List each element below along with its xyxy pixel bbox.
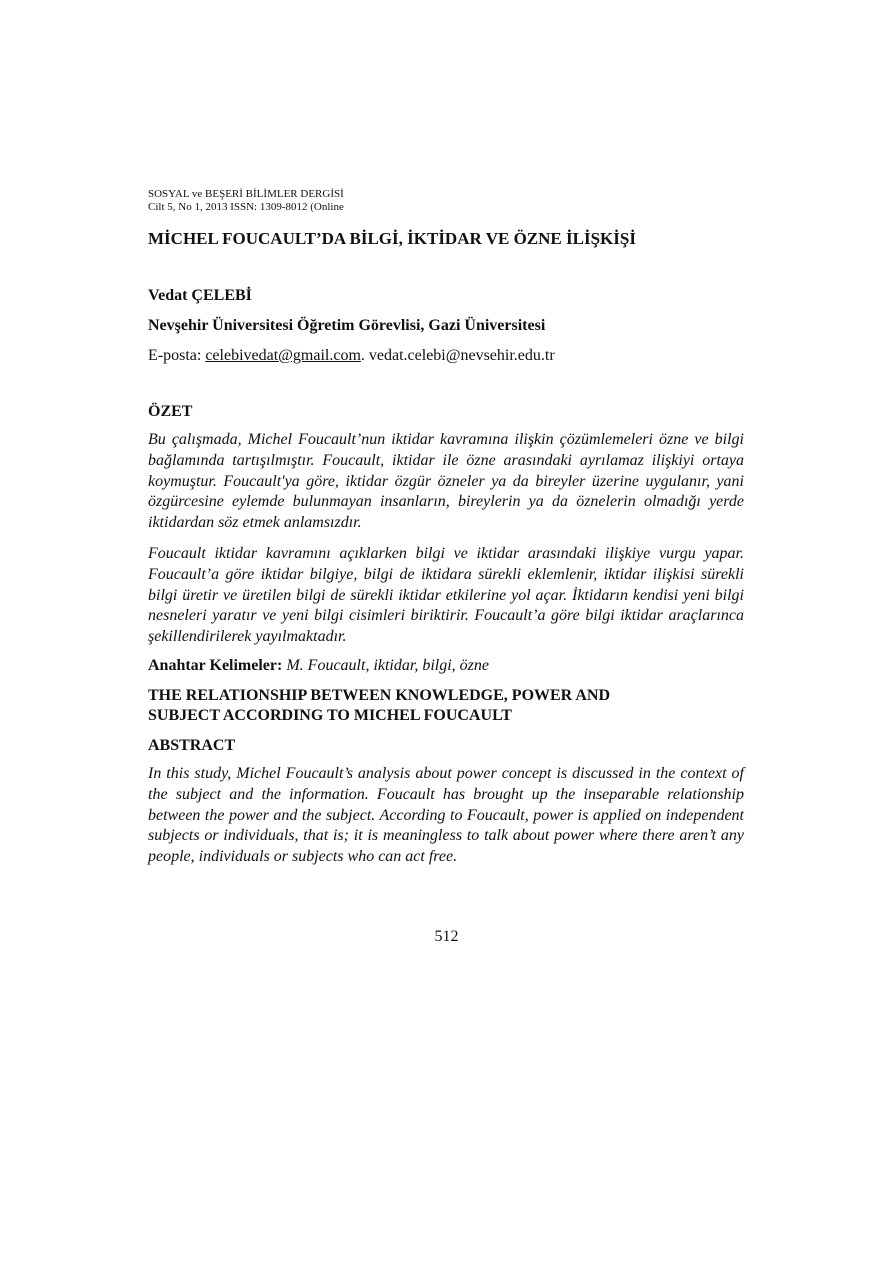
ozet-paragraph-1: Bu çalışmada, Michel Foucault’nun iktidar kavramına ilişkin çözümlemeleri özne ve bilgi bağlamında tartışılmıştır. Foucault, iktidar ile özne arasındaki ayrılamaz ilişkiyi ortaya koymuştur. Foucault'ya göre, iktidar özgür özneler ya da bireyler üzerine uygulanır, yani özgürcesine eylemde bulunmayan insanların, bireylerin ya da öznelerin olmadığı yerde iktidardan söz etmek anlamsızdır. xyxy=(148,431,744,532)
article-page xyxy=(148,188,744,868)
english-title-line-1: THE RELATIONSHIP BETWEEN KNOWLEDGE, POWER AND xyxy=(148,686,611,704)
keywords-value: M. Foucault, iktidar, bilgi, özne xyxy=(282,656,489,674)
abstract-paragraph: In this study, Michel Foucault’s analysis about power concept is discussed in the context of the subject and the information. Foucault has brought up the inseparable relationship between the power and the subject. According to Foucault, power is applied on independent subjects or individuals, that is; it is meaningless to talk about power where there aren’t any people, individuals or subjects who can act free. xyxy=(148,764,744,866)
page-number: 512 xyxy=(434,928,459,945)
author-email-line xyxy=(148,346,744,366)
email-link-primary[interactable]: celebivedat@gmail.com xyxy=(205,347,361,364)
journal-name: SOSYAL ve BEŞERİ BİLİMLER DERGİSİ xyxy=(148,188,344,200)
abstract-heading: ABSTRACT xyxy=(148,736,236,754)
journal-header xyxy=(148,188,744,214)
english-title-line-2: SUBJECT ACCORDING TO MICHEL FOUCAULT xyxy=(148,706,512,724)
ozet-paragraph-2: Foucault iktidar kavramını açıklarken bilgi ve iktidar arasındaki ilişkiye vurgu yapar. Foucault’a göre iktidar bilgiye, bilgi de iktidara sürekli eklemlenir, iktidar ilişkisi sürekli bilgi üretir ve üretilen bilgi de sürekli iktidar etkilerine yol açar. İktidarın kendisi yeni bilgi nesneleri yaratır ve yeni bilgi cisimleri biriktirir. Foucault’a göre bilgi iktidar araçlarınca şekillendirilerek yayılmaktadır. xyxy=(148,544,744,646)
ozet-heading: ÖZET xyxy=(148,403,193,420)
email-label: E-posta: xyxy=(148,347,202,364)
keywords-label: Anahtar Kelimeler: xyxy=(148,656,283,674)
article-title-english xyxy=(148,686,744,726)
keywords-line xyxy=(148,656,744,676)
author-name: Vedat ÇELEBİ xyxy=(148,287,252,304)
journal-volume-issn: Cilt 5, No 1, 2013 ISSN: 1309-8012 (Online xyxy=(148,201,344,213)
author-affiliation: Nevşehir Üniversitesi Öğretim Görevlisi, Gazi Üniversitesi xyxy=(148,317,546,334)
article-title-turkish: MİCHEL FOUCAULT’DA BİLGİ, İKTİDAR VE ÖZNE İLİŞKİŞİ xyxy=(148,229,636,248)
email-secondary: . vedat.celebi@nevsehir.edu.tr xyxy=(360,347,555,364)
